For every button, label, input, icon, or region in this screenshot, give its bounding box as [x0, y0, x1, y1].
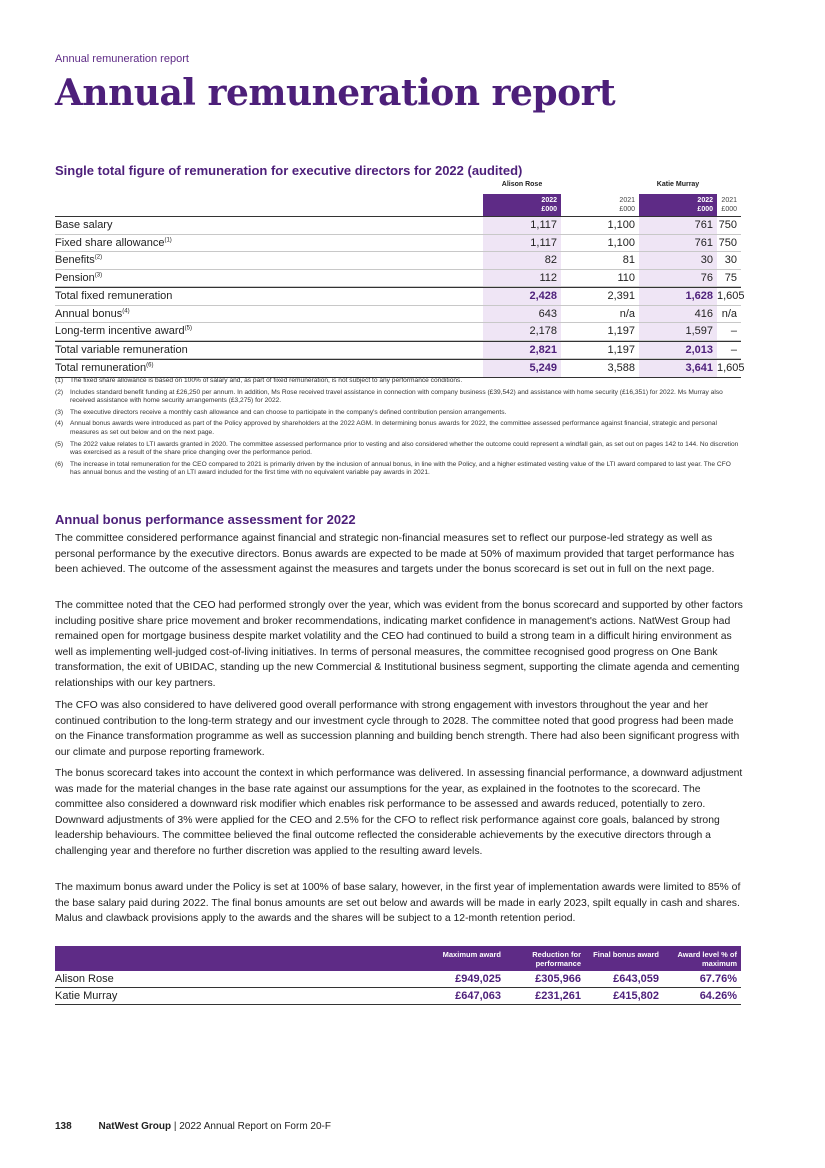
- column-header: Final bonus award: [593, 950, 659, 959]
- column-header: Maximum award: [442, 950, 501, 959]
- column-header: 2022 £000: [639, 194, 717, 216]
- column-header: 2022 £000: [483, 194, 561, 216]
- column-header: Reduction for performance: [532, 950, 581, 968]
- footnote: (5) The 2022 value relates to LTI awards granted in 2020. The committee assessed performance prior to vesting and also considered whether the outcome could represent a windfall gain, as set out on pages 142 to 144. No discretion was exercised as a result of the share price changing over the performance period.: [55, 440, 739, 457]
- table-row: Base salary 1,117 1,100 761 750: [55, 217, 741, 235]
- company-name: NatWest Group: [98, 1121, 172, 1132]
- bonus-heading: Annual bonus performance assessment for 2022: [55, 512, 356, 527]
- table-row: Annual bonus$^{(4)}$ 643 n/a 416 n/a: [55, 306, 741, 324]
- column-header: Award level % of maximum: [677, 950, 737, 968]
- footnote: (4) Annual bonus awards were introduced as part of the Policy approved by shareholders at the 2022 AGM. In determining bonus awards for 2022, the committee assessed performance against financial, strategic and personal measures as set out below and on the next page.: [55, 420, 717, 436]
- single-figure-heading: Single total figure of remuneration for executive directors for 2022 (audited): [55, 163, 523, 178]
- footnotes: [55, 377, 741, 481]
- table-row-total: Total fixed remuneration 2,428 2,391 1,628 1,605: [55, 287, 741, 306]
- table-row: Benefits$^{(2)}$ 82 81 30 30: [55, 252, 741, 270]
- table-header: [55, 194, 741, 217]
- director-name: Katie Murray: [656, 181, 700, 188]
- column-header: 2021 £000: [721, 197, 737, 213]
- page-footer: [55, 1121, 331, 1132]
- director-names-row: [55, 180, 741, 194]
- page-number: 138: [55, 1121, 72, 1132]
- footnote: (6) The increase in total remuneration for the CEO compared to 2021 is primarily driven by the inclusion of annual bonus, in line with the Policy, and a higher estimated vesting value of the LTI award compared to last year. The CFO has annual bonus and the vesting of an LTI award included for the first time with no equivalent variable pay awards in 2021.: [55, 460, 731, 477]
- body-paragraph: The committee noted that the CEO had performed strongly over the year, which was evident from the bonus scorecard and supported by other factors including positive share price movement and broker recommendations, indicating market confidence in management's actions. NatWest Group had remained open for mortgage business despite market volatility and the CEO had continued to build a strong team in a difficult hiring environment as well as implementing well-judged cost-of-living initiatives. In terms of personal measures, the committee recognised good progress on One Bank transformation, the exit of UBIDAC, standing up the new Commercial & Institutional business segment, supporting the climate agenda and cementing relationships with our key partners.: [55, 600, 743, 689]
- body-paragraph: The CFO was also considered to have delivered good overall performance with strong engagement with investors throughout the year and her continued contribution to the long-term strategy and our investment cycle through to 2028. The committee noted that good progress had been made on the Finance transformation programme as well as succession planning and building bench strength. There had also been significant progress with our climate and purpose reporting framework.: [55, 700, 740, 758]
- director-name: Alison Rose: [501, 181, 543, 188]
- table-row-total: Total variable remuneration 2,821 1,197 2,013 –: [55, 341, 741, 360]
- report-name: | 2022 Annual Report on Form 20-F: [173, 1121, 331, 1132]
- section-kicker: Annual remuneration report: [55, 53, 189, 65]
- table-row: Fixed share allowance$^{(1)}$ 1,117 1,100 761 750: [55, 235, 741, 253]
- remuneration-table: [55, 180, 745, 378]
- footnote: (2) Includes standard benefit funding at £26,250 per annum. In addition, Ms Rose received travel assistance in connection with company business (£39,542) and assistance with home security (£16,351) for 2022. Ms Murray also received assistance with home security arrangements (£3,275) for 2022.: [55, 388, 723, 405]
- table-row: Katie Murray £647,063 £231,261 £415,802 64.26%: [55, 988, 741, 1005]
- bonus-table: [55, 946, 741, 1005]
- page-title: Annual remuneration report: [55, 72, 616, 114]
- table-row: Long-term incentive award$^{(5)}$ 2,178 1,197 1,597 –: [55, 323, 741, 341]
- footnote: (1) The fixed share allowance is based on 100% of salary and, as part of fixed remuneration, is not subject to any performance conditions.: [55, 377, 463, 384]
- body-paragraph: The committee considered performance against financial and strategic non-financial measures set to reflect our purpose-led strategy as well as personal performance by the executive directors. Bonus awards are expected to be made at 50% of maximum provided that target performance has been achieved. The outcome of the assessment against the measures and targets under the bonus scorecard is set out in full on the next page.: [55, 533, 735, 576]
- table-row: Alison Rose £949,025 £305,966 £643,059 67.76%: [55, 971, 741, 988]
- table-row-grand-total: Total remuneration$^{(6)}$ 5,249 3,588 3,641 1,605: [55, 359, 741, 378]
- footnote: (3) The executive directors receive a monthly cash allowance and can choose to participate in the company's defined contribution pension arrangements.: [55, 408, 507, 416]
- column-header: 2021 £000: [619, 197, 635, 213]
- body-paragraph: The maximum bonus award under the Policy is set at 100% of base salary, however, in the first year of implementation awards were limited to 85% of the base salary paid during 2022. The final bonus amounts are set out below and awards will be made in early 2023, spilt equally in cash and shares. Malus and clawback provisions apply to the awards and the shares will be subject to a 12-month retention period.: [55, 882, 741, 925]
- body-paragraph: The bonus scorecard takes into account the context in which performance was delivered. In assessing financial performance, a downward adjustment was made for the material changes in the base rate against our assumptions for the year, as explained in the footnotes to the scorecard. The committee also considered a downward risk modifier which enables risk performance to be assessed and awards reduced, potentially to zero. Downward adjustments of 3% were applied for the CEO and 2.5% for the CFO to reflect risk performance against core goals, balanced by strong leadership behaviours. The committee believed the final outcome reflected the considerable achievements by the executive directors through a challenging year and therefore no further discretion was applied to the resulting award levels.: [55, 768, 743, 857]
- table-row: Pension$^{(3)}$ 112 110 76 75: [55, 270, 741, 288]
- bonus-table-header: [55, 946, 741, 971]
